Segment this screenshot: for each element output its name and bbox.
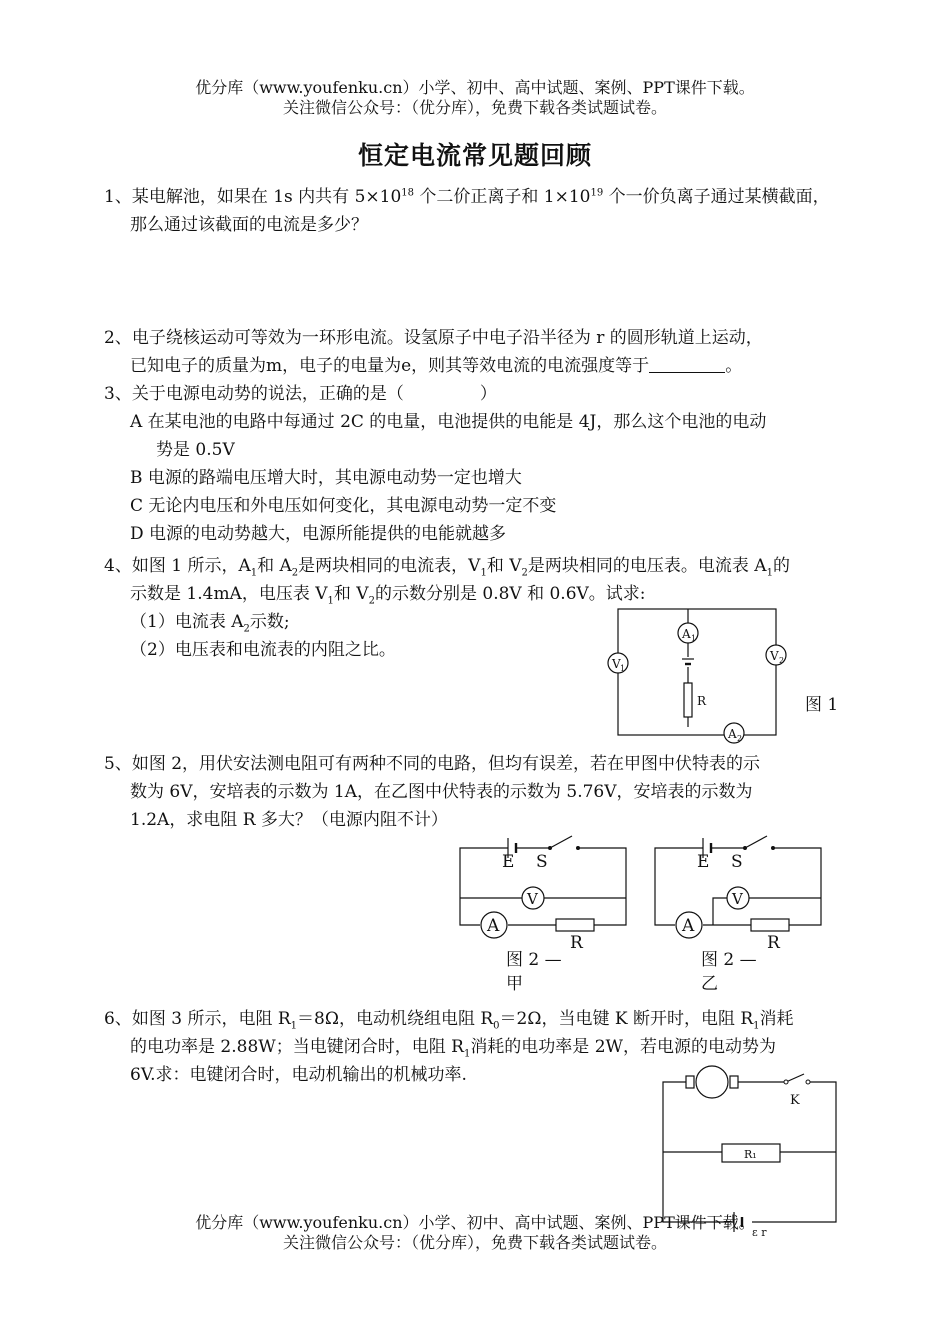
svg-text:图 2 —: 图 2 —: [506, 950, 562, 970]
svg-text:图 2 —: 图 2 —: [701, 950, 757, 970]
figure-1-circuit: [600, 605, 800, 745]
svg-text:2: 2: [737, 734, 743, 743]
resistor: [556, 919, 594, 931]
svg-text:V: V: [527, 890, 538, 908]
svg-text:1: 1: [691, 634, 697, 643]
switch-k-label: K: [790, 1093, 800, 1108]
figure-2-jia-circuit: [450, 830, 640, 1000]
page-title: 恒定电流常见题回顾: [357, 141, 592, 170]
svg-text:V: V: [732, 890, 743, 908]
svg-text:R₁: R₁: [744, 1148, 757, 1161]
svg-text:1: 1: [620, 664, 626, 673]
option-d: D 电源的电动势越大，电源所能提供的电能就越多: [130, 524, 507, 544]
header-line-1: 优分库（www.youfenku.cn）小学、初中、高中试题、案例、PPT课件下载。: [195, 78, 755, 97]
question-4: 4、如图 1 所示，$A_1$和 $A_2$是两块相同的电流表，$V_1$和 $V_2$是两块相同的电压表。电流表 $A_1$的 示数是 1.4mA，电压表 $V_1$和 $V_2$的示数分别是 0.8V 和 0.6V。试求: （1）电流表 $A_2$示数; （2）电压表和电流表的内阻之比。: [104, 556, 790, 660]
question-5: 5、如图 2，用伏安法测电阻可有两种不同的电路，但均有误差，若在甲图中伏特表的示 数为 6V，安培表的示数为 1A，在乙图中伏特表的示数为 5.76V，安培表的示数为 1.2A，求电阻 R 多大？（电源内阻不计）: [104, 754, 761, 830]
svg-text:R: R: [570, 933, 583, 953]
svg-text:A: A: [728, 727, 737, 741]
option-b: B 电源的路端电压增大时，其电源电动势一定也增大: [130, 468, 522, 488]
svg-text:E: E: [502, 852, 515, 872]
resistor: [751, 919, 789, 931]
question-6: 6、如图 3 所示，电阻 $R_1=8\Omega$，电动机绕组电阻 $R_0=2\Omega$，当电键 K 断开时，电阻 $R_1$消耗 的电功率是 2.88W；当电键闭合时，电阻 $R_1$消耗的电功率是 2W，若电源的电动势为 6V.求：电键闭合时，电动机输出的机械功率.: [104, 1009, 794, 1085]
question-1: 1、某电解池，如果在 1s 内共有 $5\times 10^{18}$ 个二价正离子和 $1\times 10^{19}$ 个一价负离子通过某横截面， 那么通过该截面的电流是多少？: [104, 187, 830, 235]
a1-label: A: [682, 627, 691, 641]
svg-text:E: E: [697, 852, 710, 872]
resistor-r: [684, 683, 692, 717]
question-3: 3、关于电源电动势的说法，正确的是（ ） A 在某电池的电路中每通过 2C 的电量，电池提供的电能是 4J，那么这个电池的电动 势是 0.5V B 电源的路端电压增大时，其电源电动势一定也增大 C 无论内电压和外电压如何变化，其电源电动势一定不变 D 电源的电动势越大，电源所能提供的电能就越多: [104, 380, 874, 548]
option-a: A 在某电池的电路中每通过 2C 的电量，电池提供的电能是 4J，那么这个电池的电动: [130, 412, 767, 432]
motor: [696, 1066, 728, 1098]
question-2: 2、电子绕核运动可等效为一环形电流。设氢原子中电子沿半径为 r 的圆形轨道上运动， 已知电子的质量为m，电子的电量为e，则其等效电流的电流强度等于 。: [104, 328, 763, 376]
svg-text:A: A: [682, 916, 695, 936]
svg-text:V: V: [770, 649, 779, 663]
figure-1-caption: 图 1: [805, 695, 839, 715]
footer-line-1: 优分库（www.youfenku.cn）小学、初中、高中试题、案例、PPT课件下载。: [195, 1213, 755, 1232]
option-c: C 无论内电压和外电压如何变化，其电源电动势一定不变: [130, 496, 557, 516]
svg-text:乙: 乙: [701, 974, 718, 994]
footer-line-2: 关注微信公众号：（优分库），免费下载各类试题试卷。: [282, 1233, 667, 1252]
svg-text:ε r: ε r: [752, 1226, 767, 1239]
svg-text:甲: 甲: [506, 974, 523, 994]
answer-blank: [649, 354, 725, 373]
header-line-2: 关注微信公众号：（优分库），免费下载各类试题试卷。: [282, 98, 667, 117]
svg-text:S: S: [731, 852, 743, 872]
figure-2-yi-circuit: [645, 830, 835, 1000]
svg-text:V: V: [612, 657, 621, 671]
option-a-cont: 势是 0.5V: [156, 440, 235, 460]
svg-text:A: A: [487, 916, 500, 936]
svg-text:S: S: [536, 852, 548, 872]
svg-text:2: 2: [779, 656, 785, 665]
svg-text:R: R: [767, 933, 780, 953]
svg-text:R: R: [697, 694, 707, 708]
